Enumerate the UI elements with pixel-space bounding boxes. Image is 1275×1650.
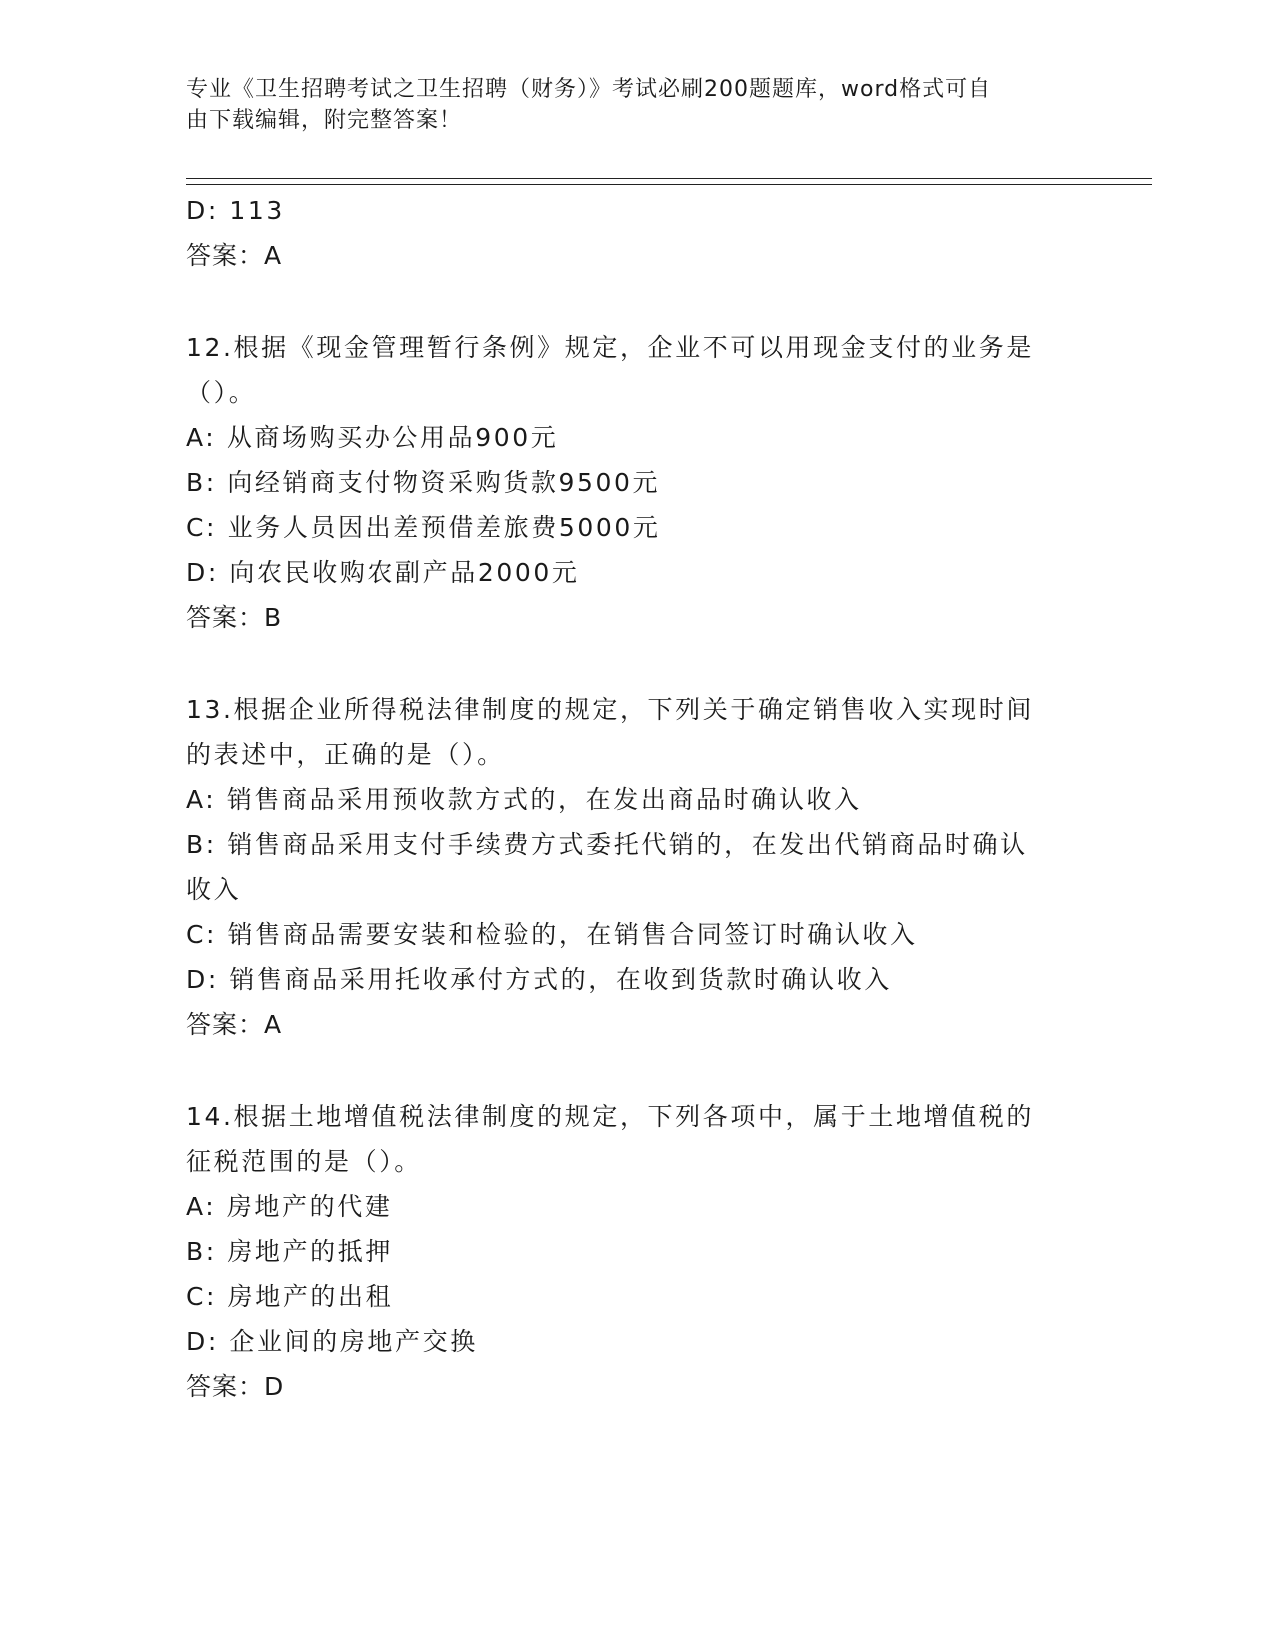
answer-value: B xyxy=(264,603,282,632)
option-c: C: 业务人员因出差预借差旅费5000元 xyxy=(186,513,661,542)
option-b: B: 房地产的抵押 xyxy=(186,1237,393,1266)
question-answer xyxy=(186,1364,1086,1409)
document-header xyxy=(186,74,1066,136)
question-text-line: 征税范围的是（）。 xyxy=(186,1147,422,1176)
header-line-1: 专业《卫生招聘考试之卫生招聘（财务）》考试必刷200题题库，word格式可自 xyxy=(186,77,992,102)
answer-label: 答案： xyxy=(186,1010,265,1039)
option-a: A: 从商场购买办公用品900元 xyxy=(186,423,559,452)
option-a: A: 房地产的代建 xyxy=(186,1192,393,1221)
answer-value: A xyxy=(264,1010,282,1039)
option-d: D: 向农民收购农副产品2000元 xyxy=(186,558,580,587)
question-13 xyxy=(186,687,1086,1047)
answer-label: 答案： xyxy=(186,603,265,632)
question-14 xyxy=(186,1094,1086,1409)
option-d: D: 销售商品采用托收承付方式的，在收到货款时确认收入 xyxy=(186,965,892,994)
header-rule-top xyxy=(186,178,1152,179)
question-text-line: 12.根据《现金管理暂行条例》规定，企业不可以用现金支付的业务是 xyxy=(186,333,1034,362)
answer-value: D xyxy=(264,1372,284,1401)
prev-answer xyxy=(186,233,1086,278)
option-c: C: 房地产的出租 xyxy=(186,1282,394,1311)
header-line-2: 由下载编辑，附完整答案！ xyxy=(186,108,463,133)
option-b: B: 向经销商支付物资采购货款9500元 xyxy=(186,468,661,497)
option-c: C: 销售商品需要安装和检验的，在销售合同签订时确认收入 xyxy=(186,920,918,949)
question-text-line: 14.根据土地增值税法律制度的规定，下列各项中，属于土地增值税的 xyxy=(186,1102,1034,1131)
question-text-line: （）。 xyxy=(186,378,257,407)
answer-label: 答案： xyxy=(186,241,265,270)
option-b: B: 销售商品采用支付手续费方式委托代销的，在发出代销商品时确认 xyxy=(186,830,1028,859)
header-rule-bottom xyxy=(186,184,1152,185)
question-answer xyxy=(186,1002,1086,1047)
answer-label: 答案： xyxy=(186,1372,265,1401)
option-a: A: 销售商品采用预收款方式的，在发出商品时确认收入 xyxy=(186,785,862,814)
question-text-line: 的表述中，正确的是（）。 xyxy=(186,740,505,769)
option-b-continued: 收入 xyxy=(186,875,242,904)
option-d: D: 企业间的房地产交换 xyxy=(186,1327,478,1356)
question-text-line: 13.根据企业所得税法律制度的规定，下列关于确定销售收入实现时间 xyxy=(186,695,1034,724)
document-body xyxy=(186,188,1086,1409)
question-answer xyxy=(186,595,1086,640)
prev-option-d: D: 113 xyxy=(186,196,285,225)
answer-value: A xyxy=(264,241,282,270)
question-12 xyxy=(186,325,1086,640)
